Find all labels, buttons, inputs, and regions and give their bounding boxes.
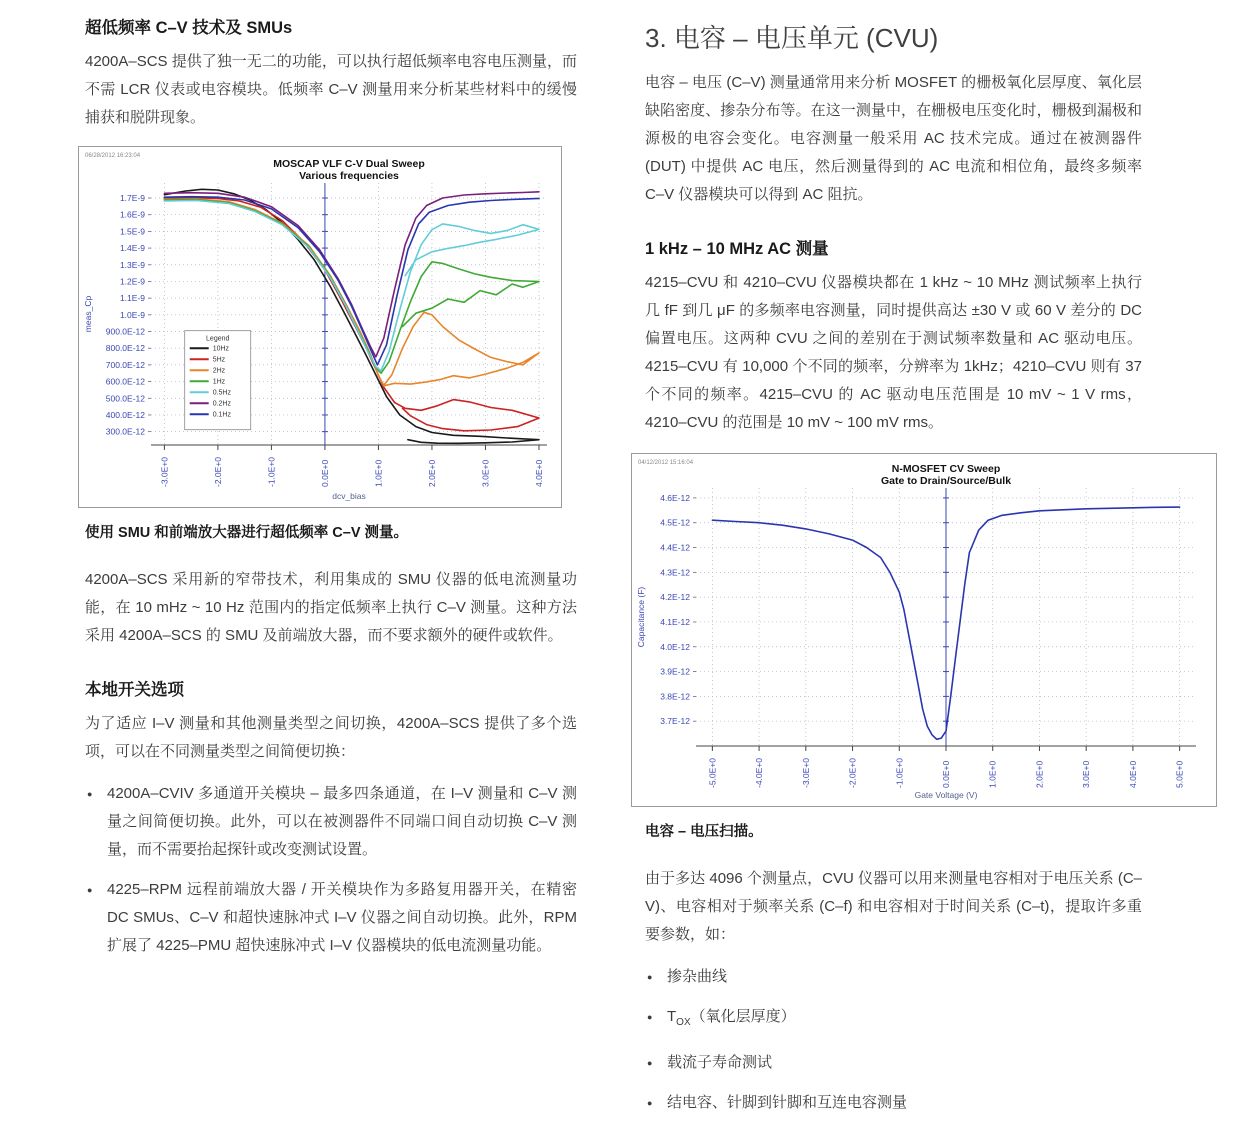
svg-text:1.0E-9: 1.0E-9 (119, 309, 145, 320)
svg-text:1.7E-9: 1.7E-9 (119, 193, 145, 204)
svg-text:0.5Hz: 0.5Hz (212, 389, 232, 397)
svg-text:4.1E-12: 4.1E-12 (660, 616, 690, 627)
page-section-title: 3. 电容 – 电压单元 (CVU) (645, 23, 939, 53)
svg-text:4.4E-12: 4.4E-12 (660, 542, 690, 553)
svg-text:0.1Hz: 0.1Hz (212, 411, 232, 419)
svg-text:-3.0E+0: -3.0E+0 (159, 456, 170, 487)
svg-text:1.1E-9: 1.1E-9 (119, 293, 145, 304)
section-heading-local-switch: 本地开关选项 (85, 681, 184, 699)
bullet-list (645, 963, 1142, 1117)
svg-text:800.0E-12: 800.0E-12 (105, 343, 145, 354)
paragraph: 为了适应 I–V 测量和其他测量类型之间切换，4200A–SCS 提供了多个选项，可以在不同测量类型之间简便切换： (85, 715, 577, 760)
svg-text:2Hz: 2Hz (212, 367, 226, 375)
figure-nmosfet-cv-chart (631, 453, 1217, 807)
svg-text:3.0E+0: 3.0E+0 (480, 459, 491, 487)
svg-text:4.6E-12: 4.6E-12 (660, 492, 690, 503)
svg-text:3.8E-12: 3.8E-12 (660, 691, 690, 702)
paragraph: 由于多达 4096 个测量点，CVU 仪器可以用来测量电容相对于电压关系 (C–V)、电容相对于频率关系 (C–f) 和电容相对于时间关系 (C–t)，提取许多重要参数，如： (645, 870, 1142, 943)
svg-text:4.3E-12: 4.3E-12 (660, 567, 690, 578)
svg-text:600.0E-12: 600.0E-12 (105, 376, 145, 387)
list-item: ● 掺杂曲线 (645, 963, 1142, 991)
svg-text:-3.0E+0: -3.0E+0 (800, 757, 811, 788)
svg-text:1.4E-9: 1.4E-9 (119, 243, 145, 254)
svg-text:dcv_bias: dcv_bias (332, 491, 366, 501)
svg-text:-1.0E+0: -1.0E+0 (266, 456, 277, 487)
svg-text:3.0E+0: 3.0E+0 (1081, 760, 1092, 788)
svg-text:400.0E-12: 400.0E-12 (105, 409, 145, 420)
svg-text:2.0E+0: 2.0E+0 (1034, 760, 1045, 788)
svg-text:06/28/2012 16:23:04: 06/28/2012 16:23:04 (85, 153, 141, 159)
paragraph: 电容 – 电压 (C–V) 测量通常用来分析 MOSFET 的栅极氧化层厚度、氧化层缺陷密度、掺杂分布等。在这一测量中，在栅极电压变化时，栅极到漏极和源极的电容会变化。电容测量一般采用 AC 技术完成。通过在被测器件 (DUT) 中提供 AC 电压，然后测量得到的 AC 电流和相位角，最终多频率 C–V 仪器模块可以得到 AC 阻抗。 (645, 74, 1142, 203)
svg-text:500.0E-12: 500.0E-12 (105, 393, 145, 404)
svg-text:MOSCAP VLF C-V Dual Sweep: MOSCAP VLF C-V Dual Sweep (273, 158, 425, 170)
svg-text:N-MOSFET CV Sweep: N-MOSFET CV Sweep (891, 463, 1001, 475)
svg-text:-1.0E+0: -1.0E+0 (894, 757, 905, 788)
svg-text:Capacitance (F): Capacitance (F) (636, 586, 646, 648)
svg-text:1.0E+0: 1.0E+0 (987, 760, 998, 788)
svg-text:700.0E-12: 700.0E-12 (105, 359, 145, 370)
list-item: ● $T_{OX}$（氧化层厚度） (645, 1003, 1142, 1037)
svg-text:0.0E+0: 0.0E+0 (941, 760, 951, 788)
svg-text:1.6E-9: 1.6E-9 (119, 209, 145, 220)
svg-text:4.5E-12: 4.5E-12 (660, 517, 690, 528)
figure1-caption: 使用 SMU 和前端放大器进行超低频率 C–V 测量。 (85, 525, 409, 541)
svg-text:-5.0E+0: -5.0E+0 (707, 757, 718, 788)
svg-text:1.5E-9: 1.5E-9 (119, 226, 145, 237)
svg-text:Gate to Drain/Source/Bulk: Gate to Drain/Source/Bulk (880, 475, 1012, 487)
svg-text:5.0E+0: 5.0E+0 (1174, 760, 1185, 788)
list-item: ● 结电容、针脚到针脚和互连电容测量 (645, 1089, 1142, 1117)
list-item: ● 载流子寿命测试 (645, 1049, 1142, 1077)
svg-text:4.0E+0: 4.0E+0 (533, 459, 544, 487)
svg-text:Various frequencies: Various frequencies (299, 170, 399, 182)
paragraph: 4200A–SCS 提供了独一无二的功能，可以执行超低频率电容电压测量，而不需 LCR 仪表或电容模块。低频率 C–V 测量用来分析某些材料中的缓慢捕获和脱阱现象。 (85, 53, 577, 126)
figure2-caption: 电容 – 电压扫描。 (645, 824, 763, 840)
svg-text:0.2Hz: 0.2Hz (212, 400, 232, 408)
svg-text:1.0E+0: 1.0E+0 (373, 459, 384, 487)
paragraph: 4215–CVU 和 4210–CVU 仪器模块都在 1 kHz ~ 10 MHz 测试频率上执行几 fF 到几 μF 的多频率电容测量，同时提供高达 ±30 V 或 60 V 差分的 DC 偏置电压。这两种 CVU 之间的差别在于测试频率数量和 AC 驱动电压。4215–CVU 有 10,000 个不同的频率，分辨率为 1kHz；4210–CVU 则有 37 个不同的频率。4215–CVU 的 AC 驱动电压范围是 10 mV ~ 1 V rms，4210–CVU 的范围是 10 mV ~ 100 mV rms。 (645, 274, 1142, 431)
svg-text:1.3E-9: 1.3E-9 (119, 259, 145, 270)
svg-text:3.7E-12: 3.7E-12 (660, 716, 690, 727)
svg-text:300.0E-12: 300.0E-12 (105, 426, 145, 437)
svg-text:10Hz: 10Hz (212, 345, 230, 353)
svg-text:3.9E-12: 3.9E-12 (660, 666, 690, 677)
svg-text:4.2E-12: 4.2E-12 (660, 592, 690, 603)
svg-text:-4.0E+0: -4.0E+0 (754, 757, 765, 788)
section-heading-ulf-cv: 超低频率 C–V 技术及 SMUs (85, 19, 293, 37)
list-item: ● 4225–RPM 远程前端放大器 / 开关模块作为多路复用器开关，在精密 DC SMUs、C–V 和超快速脉冲式 I–V 仪器之间自动切换。此外，RPM 扩展了 4225–PMU 超快速脉冲式 I–V 仪器模块的低电流测量功能。 (85, 876, 577, 960)
svg-text:Gate Voltage (V): Gate Voltage (V) (914, 790, 978, 800)
svg-text:Legend: Legend (206, 335, 230, 343)
right-column (636, 14, 1185, 1129)
svg-text:2.0E+0: 2.0E+0 (426, 459, 437, 487)
svg-text:04/12/2012 15:16:04: 04/12/2012 15:16:04 (638, 460, 694, 466)
section-heading-ac-measure: 1 kHz – 10 MHz AC 测量 (645, 240, 829, 258)
svg-text:1Hz: 1Hz (212, 378, 226, 386)
paragraph: 4200A–SCS 采用新的窄带技术，利用集成的 SMU 仪器的低电流测量功能，在 10 mHz ~ 10 Hz 范围内的指定低频率上执行 C–V 测量。这种方法采用 4200A–SCS 的 SMU 及前端放大器，而不要求额外的硬件或软件。 (85, 571, 577, 644)
svg-text:1.2E-9: 1.2E-9 (119, 276, 145, 287)
svg-text:900.0E-12: 900.0E-12 (105, 326, 145, 337)
svg-text:-2.0E+0: -2.0E+0 (212, 456, 223, 487)
left-column (85, 14, 577, 972)
figure-moscap-vlf-cv-chart (78, 146, 562, 508)
list-item: ● 4200A–CVIV 多通道开关模块 – 最多四条通道，在 I–V 测量和 C–V 测量之间简便切换。此外，可以在被测器件不同端口间自动切换 C–V 测量，而不需要抬起探针或改变测试设置。 (85, 780, 577, 864)
svg-text:4.0E-12: 4.0E-12 (660, 641, 690, 652)
svg-text:5Hz: 5Hz (212, 356, 226, 364)
bullet-list (85, 780, 577, 960)
svg-text:4.0E+0: 4.0E+0 (1127, 760, 1138, 788)
svg-text:0.0E+0: 0.0E+0 (319, 459, 330, 487)
svg-text:meas_Cp: meas_Cp (83, 295, 93, 333)
svg-text:-2.0E+0: -2.0E+0 (847, 757, 858, 788)
